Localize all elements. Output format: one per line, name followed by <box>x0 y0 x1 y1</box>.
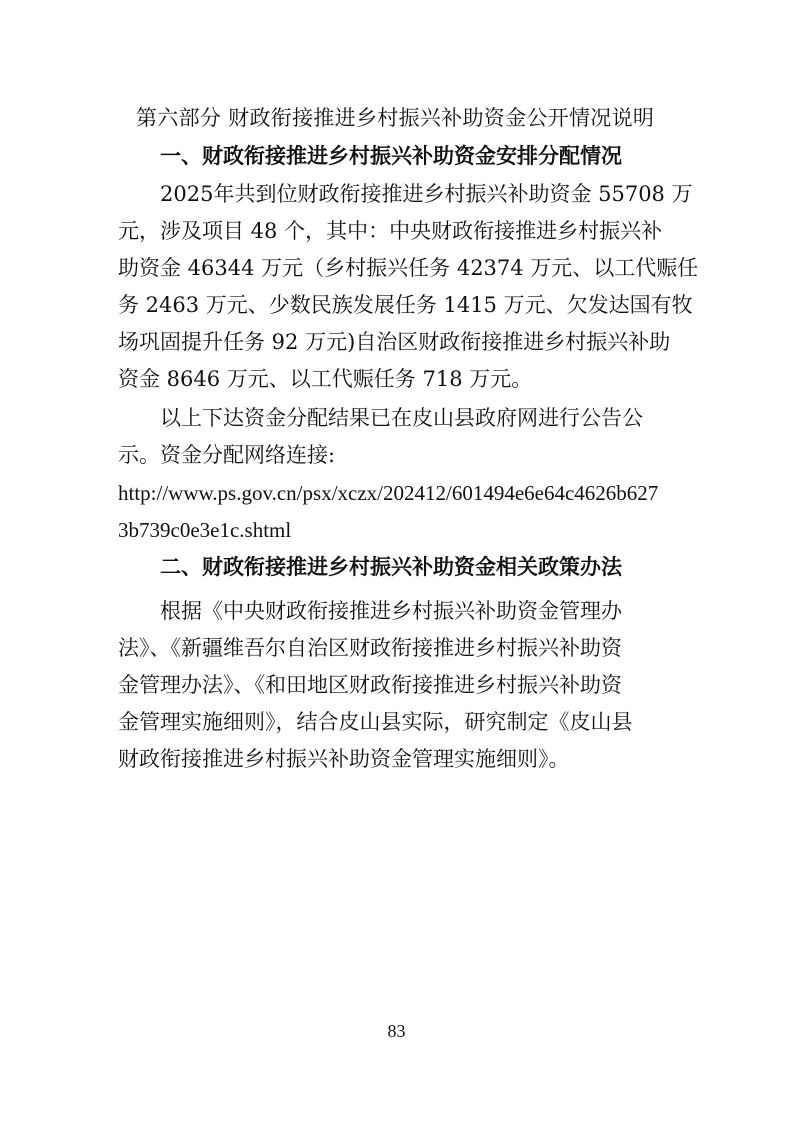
section-1-paragraph-1-line-4: 务 2463 万元、少数民族发展任务 1415 万元、欠发达国有牧 <box>118 293 693 317</box>
section-1-paragraph-1-line-1: 2025年共到位财政衔接推进乡村振兴补助资金 55708 万 <box>160 182 693 206</box>
section-1-heading: 一、财政衔接推进乡村振兴补助资金安排分配情况 <box>160 144 622 168</box>
section-2-paragraph-line-2: 法》、《新疆维吾尔自治区财政衔接推进乡村振兴补助资 <box>118 636 622 660</box>
section-1-paragraph-2-line-1: 以上下达资金分配结果已在皮山县政府网进行公告公 <box>160 406 643 430</box>
section-2-paragraph-line-5: 财政衔接推进乡村振兴补助资金管理实施细则》。 <box>118 747 570 771</box>
page-number: 83 <box>387 1021 406 1041</box>
section-1-paragraph-1-line-3: 助资金 46344 万元（乡村振兴任务 42374 万元、以工代赈任 <box>118 256 699 280</box>
allocation-link-line-2[interactable]: 3b739c0e3e1c.shtml <box>118 518 292 542</box>
page-title: 第六部分 财政衔接推进乡村振兴补助资金公开情况说明 <box>136 106 655 130</box>
section-2-paragraph-line-4: 金管理实施细则》，结合皮山县实际，研究制定《皮山县 <box>118 710 633 734</box>
section-1-paragraph-1-line-6: 资金 8646 万元、以工代赈任务 718 万元。 <box>118 367 533 391</box>
section-1-paragraph-2-line-2: 示。资金分配网络连接: <box>118 443 336 467</box>
section-2-paragraph-line-1: 根据《中央财政衔接推进乡村振兴补助资金管理办 <box>160 599 622 623</box>
section-2-heading: 二、财政衔接推进乡村振兴补助资金相关政策办法 <box>160 555 622 579</box>
section-2-paragraph-line-3: 金管理办法》、《和田地区财政衔接推进乡村振兴补助资 <box>118 673 622 697</box>
section-1-paragraph-1-line-5: 场巩固提升任务 92 万元)自治区财政衔接推进乡村振兴补助 <box>118 330 671 354</box>
section-1-paragraph-1-line-2: 元，涉及项目 48 个，其中：中央财政衔接推进乡村振兴补 <box>118 219 663 243</box>
allocation-link-line-1[interactable]: http://www.ps.gov.cn/psx/xczx/202412/601494e6e64c4626b627 <box>118 481 659 505</box>
